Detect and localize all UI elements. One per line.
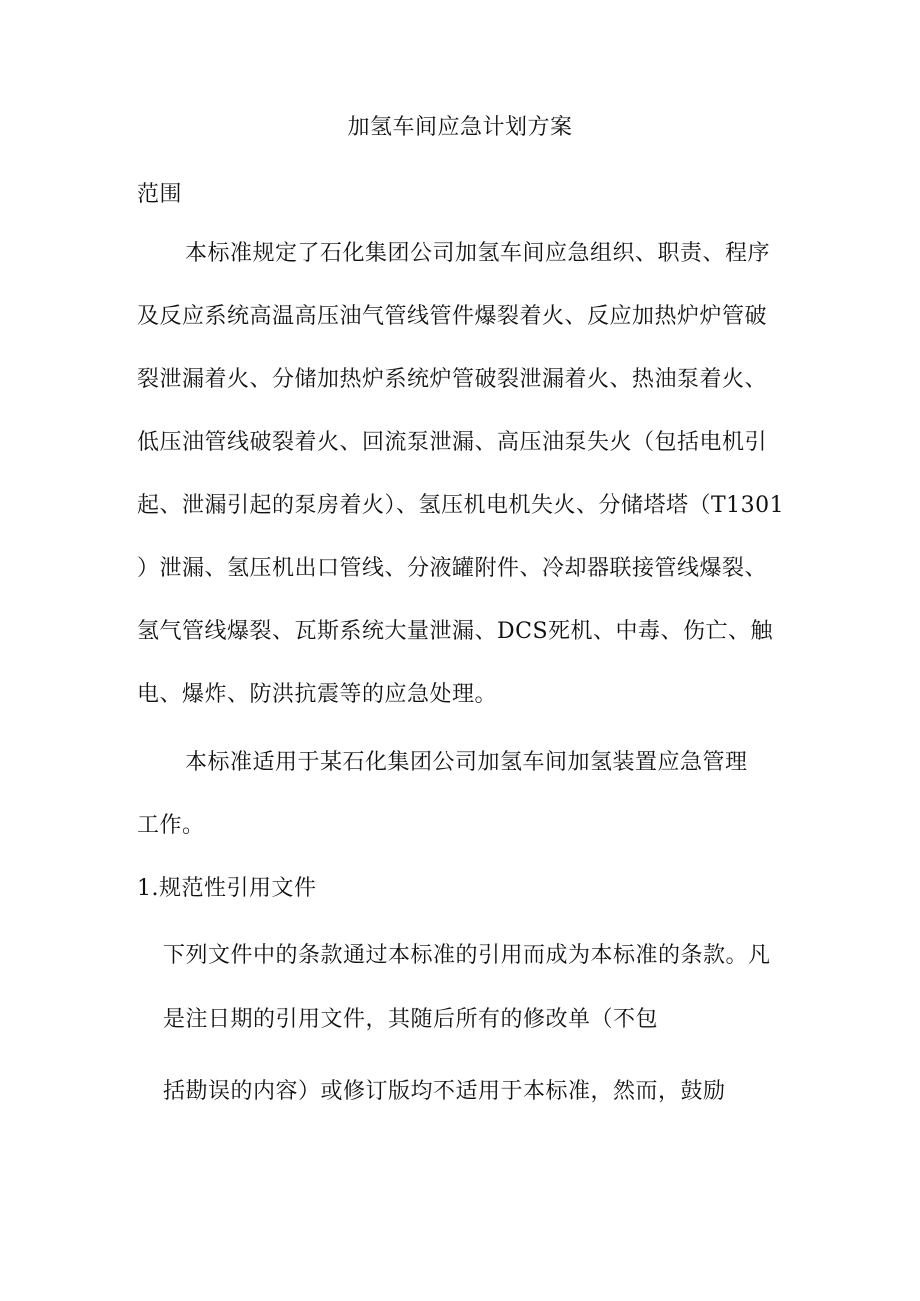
paragraph-line: 括勘误的内容）或修订版均不适用于本标准，然而，鼓励 <box>163 1079 726 1104</box>
paragraph-line: 本标准适用于某石化集团公司加氢车间加氢装置应急管理 <box>185 750 748 775</box>
paragraph-line: 是注日期的引用文件，其随后所有的修改单（不包 <box>163 1007 659 1032</box>
section-heading-scope: 范围 <box>137 182 183 207</box>
paragraph-line: 工作。 <box>137 813 205 838</box>
document-title: 加氢车间应急计划方案 <box>347 115 573 140</box>
paragraph-line: 下列文件中的条款通过本标准的引用而成为本标准的条款。凡 <box>163 943 771 968</box>
section-heading-normative-references: 1.规范性引用文件 <box>137 876 317 901</box>
paragraph-line: ）泄漏、氢压机出口管线、分液罐附件、冷却器联接管线爆裂、 <box>137 556 768 581</box>
paragraph-line: 起、泄漏引起的泵房着火）、氢压机电机失火、分储塔塔（T1301 <box>137 493 785 518</box>
paragraph-line: 裂泄漏着火、分储加热炉系统炉管破裂泄漏着火、热油泵着火、 <box>137 367 768 392</box>
paragraph-line: 电、爆炸、防洪抗震等的应急处理。 <box>137 682 498 707</box>
paragraph-line: 氢气管线爆裂、瓦斯系统大量泄漏、DCS死机、中毒、伤亡、触 <box>137 619 774 644</box>
paragraph-line: 及反应系统高温高压油气管线管件爆裂着火、反应加热炉炉管破 <box>137 304 768 329</box>
paragraph-line: 本标准规定了石化集团公司加氢车间应急组织、职责、程序 <box>185 241 771 266</box>
paragraph-line: 低压油管线破裂着火、回流泵泄漏、高压油泵失火（包括电机引 <box>137 430 768 455</box>
